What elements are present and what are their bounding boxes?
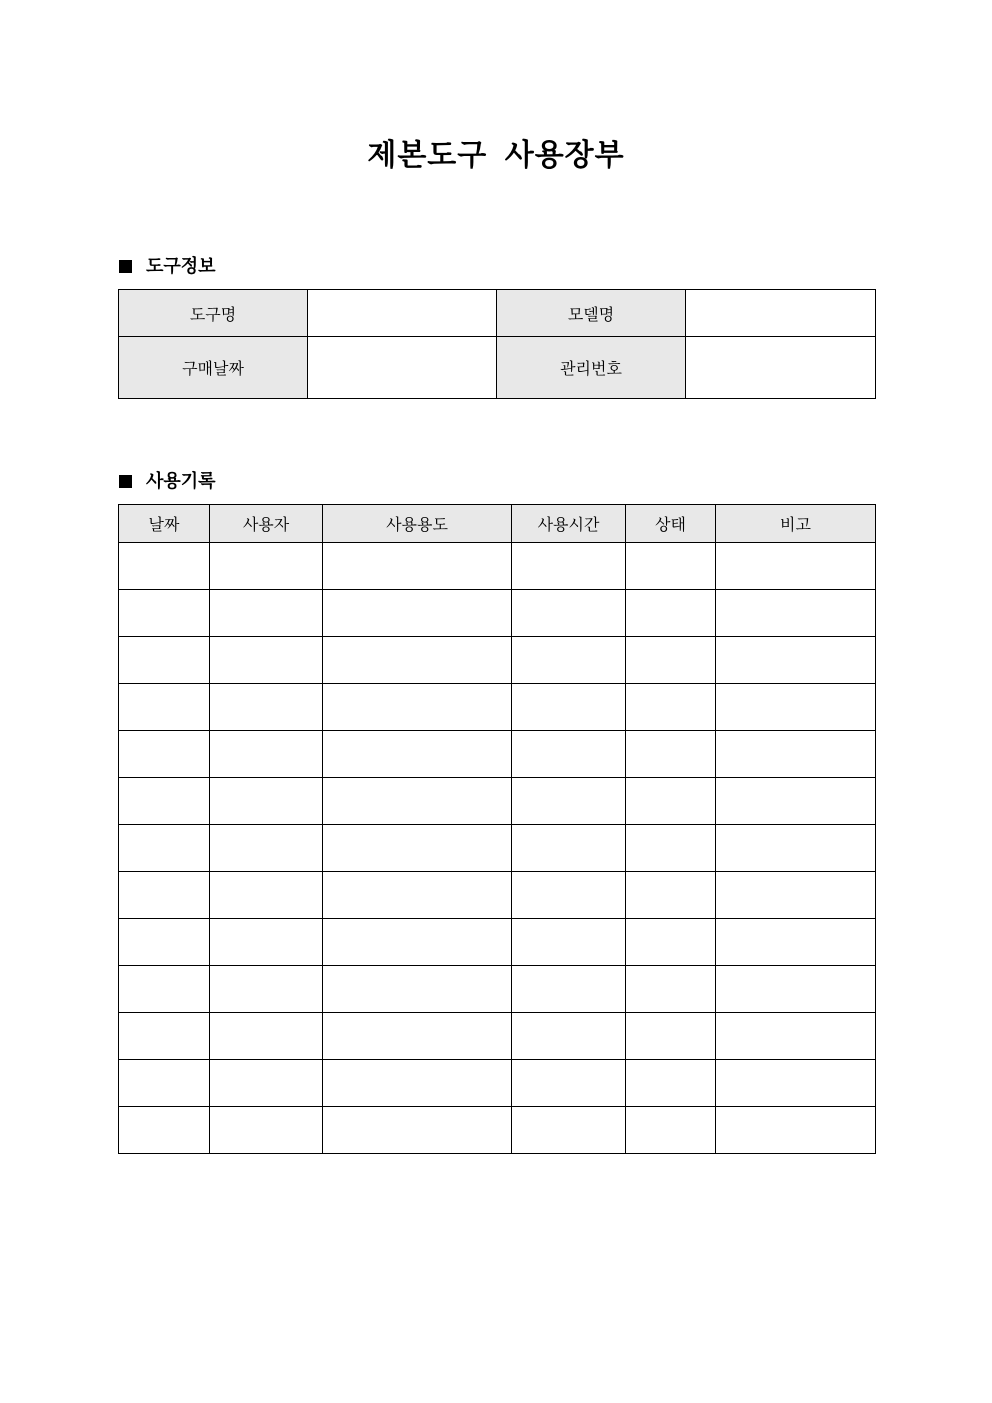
- tool-name-label: 도구명: [119, 290, 308, 337]
- usage-time-cell[interactable]: [512, 825, 626, 872]
- table-row: [119, 1013, 876, 1060]
- remarks-cell[interactable]: [716, 637, 876, 684]
- user-cell[interactable]: [210, 684, 323, 731]
- purpose-cell[interactable]: [323, 1060, 512, 1107]
- status-cell[interactable]: [626, 637, 716, 684]
- usage-time-cell[interactable]: [512, 731, 626, 778]
- usage-time-cell[interactable]: [512, 543, 626, 590]
- user-cell[interactable]: [210, 543, 323, 590]
- table-row: [119, 1107, 876, 1154]
- usage-time-cell[interactable]: [512, 966, 626, 1013]
- remarks-cell[interactable]: [716, 684, 876, 731]
- column-header-purpose: 사용용도: [323, 505, 512, 543]
- purpose-cell[interactable]: [323, 590, 512, 637]
- purpose-cell[interactable]: [323, 872, 512, 919]
- date-cell[interactable]: [119, 1107, 210, 1154]
- purpose-cell[interactable]: [323, 778, 512, 825]
- purpose-cell[interactable]: [323, 543, 512, 590]
- purpose-cell[interactable]: [323, 637, 512, 684]
- usage-time-cell[interactable]: [512, 778, 626, 825]
- user-cell[interactable]: [210, 637, 323, 684]
- column-header-user: 사용자: [210, 505, 323, 543]
- date-cell[interactable]: [119, 778, 210, 825]
- tool-info-heading-text: 도구정보: [146, 256, 216, 277]
- date-cell[interactable]: [119, 590, 210, 637]
- table-row: [119, 919, 876, 966]
- purchase-date-label: 구매날짜: [119, 337, 308, 399]
- usage-time-cell[interactable]: [512, 590, 626, 637]
- status-cell[interactable]: [626, 731, 716, 778]
- usage-log-table: [118, 504, 876, 1154]
- status-cell[interactable]: [626, 684, 716, 731]
- table-row: [119, 778, 876, 825]
- date-cell[interactable]: [119, 1060, 210, 1107]
- purpose-cell[interactable]: [323, 1107, 512, 1154]
- usage-log-heading: [119, 467, 216, 493]
- user-cell[interactable]: [210, 1013, 323, 1060]
- user-cell[interactable]: [210, 731, 323, 778]
- table-row: [119, 590, 876, 637]
- user-cell[interactable]: [210, 1107, 323, 1154]
- table-row: [119, 966, 876, 1013]
- usage-log-heading-text: 사용기록: [146, 471, 216, 492]
- usage-time-cell[interactable]: [512, 1060, 626, 1107]
- usage-time-cell[interactable]: [512, 684, 626, 731]
- status-cell[interactable]: [626, 543, 716, 590]
- usage-time-cell[interactable]: [512, 1107, 626, 1154]
- status-cell[interactable]: [626, 1060, 716, 1107]
- table-row: [119, 825, 876, 872]
- date-cell[interactable]: [119, 637, 210, 684]
- user-cell[interactable]: [210, 1060, 323, 1107]
- column-header-date: 날짜: [119, 505, 210, 543]
- column-header-usage-time: 사용시간: [512, 505, 626, 543]
- remarks-cell[interactable]: [716, 966, 876, 1013]
- purpose-cell[interactable]: [323, 825, 512, 872]
- tool-info-table: [118, 289, 876, 399]
- purchase-date-value[interactable]: [308, 337, 497, 399]
- status-cell[interactable]: [626, 872, 716, 919]
- remarks-cell[interactable]: [716, 1060, 876, 1107]
- management-no-label: 관리번호: [497, 337, 686, 399]
- usage-time-cell[interactable]: [512, 872, 626, 919]
- status-cell[interactable]: [626, 1013, 716, 1060]
- status-cell[interactable]: [626, 919, 716, 966]
- status-cell[interactable]: [626, 1107, 716, 1154]
- date-cell[interactable]: [119, 825, 210, 872]
- date-cell[interactable]: [119, 1013, 210, 1060]
- tool-info-heading: [119, 252, 216, 278]
- date-cell[interactable]: [119, 919, 210, 966]
- remarks-cell[interactable]: [716, 1013, 876, 1060]
- remarks-cell[interactable]: [716, 778, 876, 825]
- usage-time-cell[interactable]: [512, 637, 626, 684]
- tool-name-value[interactable]: [308, 290, 497, 337]
- square-bullet-icon: [119, 475, 132, 488]
- usage-time-cell[interactable]: [512, 1013, 626, 1060]
- square-bullet-icon: [119, 260, 132, 273]
- remarks-cell[interactable]: [716, 590, 876, 637]
- usage-log-body: [119, 543, 876, 1154]
- purpose-cell[interactable]: [323, 684, 512, 731]
- usage-log-header-row: [119, 505, 876, 543]
- remarks-cell[interactable]: [716, 1107, 876, 1154]
- user-cell[interactable]: [210, 872, 323, 919]
- date-cell[interactable]: [119, 543, 210, 590]
- date-cell[interactable]: [119, 966, 210, 1013]
- user-cell[interactable]: [210, 825, 323, 872]
- remarks-cell[interactable]: [716, 731, 876, 778]
- remarks-cell[interactable]: [716, 872, 876, 919]
- table-row: [119, 872, 876, 919]
- purpose-cell[interactable]: [323, 1013, 512, 1060]
- usage-time-cell[interactable]: [512, 919, 626, 966]
- table-row: [119, 684, 876, 731]
- date-cell[interactable]: [119, 731, 210, 778]
- status-cell[interactable]: [626, 778, 716, 825]
- model-name-value[interactable]: [686, 290, 876, 337]
- status-cell[interactable]: [626, 590, 716, 637]
- document-title: 제본도구 사용장부: [367, 138, 625, 173]
- purpose-cell[interactable]: [323, 966, 512, 1013]
- column-header-remarks: 비고: [716, 505, 876, 543]
- date-cell[interactable]: [119, 684, 210, 731]
- remarks-cell[interactable]: [716, 919, 876, 966]
- user-cell[interactable]: [210, 778, 323, 825]
- user-cell[interactable]: [210, 590, 323, 637]
- date-cell[interactable]: [119, 872, 210, 919]
- column-header-status: 상태: [626, 505, 716, 543]
- remarks-cell[interactable]: [716, 825, 876, 872]
- status-cell[interactable]: [626, 966, 716, 1013]
- table-row: [119, 1060, 876, 1107]
- purpose-cell[interactable]: [323, 919, 512, 966]
- user-cell[interactable]: [210, 966, 323, 1013]
- table-row: [119, 543, 876, 590]
- remarks-cell[interactable]: [716, 543, 876, 590]
- management-no-value[interactable]: [686, 337, 876, 399]
- user-cell[interactable]: [210, 919, 323, 966]
- table-row: [119, 637, 876, 684]
- purpose-cell[interactable]: [323, 731, 512, 778]
- model-name-label: 모델명: [497, 290, 686, 337]
- status-cell[interactable]: [626, 825, 716, 872]
- table-row: [119, 731, 876, 778]
